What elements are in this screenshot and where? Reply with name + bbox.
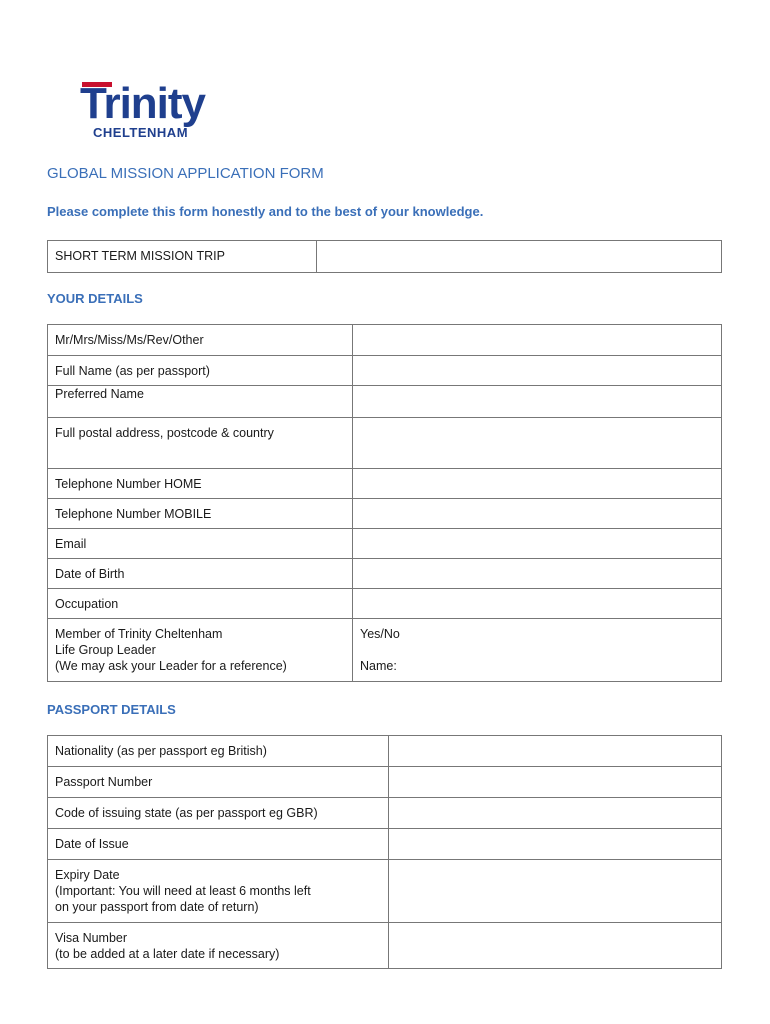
expiry-label-line: Expiry Date: [55, 868, 120, 882]
visa-label-line: (to be added at a later date if necessary): [55, 947, 280, 961]
date-of-issue-input[interactable]: [389, 829, 722, 860]
title-label: Mr/Mrs/Miss/Ms/Rev/Other: [48, 325, 353, 356]
issuing-state-input[interactable]: [389, 798, 722, 829]
your-details-heading: YOUR DETAILS: [47, 291, 143, 306]
date-of-issue-label: Date of Issue: [48, 829, 389, 860]
issuing-state-label: Code of issuing state (as per passport eg GBR): [48, 798, 389, 829]
passport-number-input[interactable]: [389, 767, 722, 798]
leader-name-text: Name:: [360, 659, 397, 673]
phone-mobile-input[interactable]: [353, 499, 722, 529]
trip-table: [47, 240, 722, 273]
nationality-input[interactable]: [389, 736, 722, 767]
nationality-label: Nationality (as per passport eg British): [48, 736, 389, 767]
member-label-line: (We may ask your Leader for a reference): [55, 659, 287, 673]
visa-number-label: [48, 923, 389, 969]
member-label: [48, 619, 353, 682]
member-label-line: Member of Trinity Cheltenham: [55, 627, 223, 641]
email-label: Email: [48, 529, 353, 559]
email-input[interactable]: [353, 529, 722, 559]
title-input[interactable]: [353, 325, 722, 356]
trinity-cheltenham-logo: [80, 79, 220, 144]
form-intro: Please complete this form honestly and to the best of your knowledge.: [47, 204, 484, 219]
logo-subtitle: CHELTENHAM: [93, 125, 189, 140]
passport-number-label: Passport Number: [48, 767, 389, 798]
phone-home-input[interactable]: [353, 469, 722, 499]
phone-home-label: Telephone Number HOME: [48, 469, 353, 499]
expiry-label-line: (Important: You will need at least 6 months left: [55, 884, 311, 898]
preferred-name-input[interactable]: [353, 386, 722, 418]
logo-wordmark: Trinity: [80, 79, 206, 128]
occupation-input[interactable]: [353, 589, 722, 619]
expiry-label-line: on your passport from date of return): [55, 900, 259, 914]
yes-no-text: Yes/No: [360, 627, 400, 641]
passport-table: [47, 735, 722, 969]
expiry-date-input[interactable]: [389, 860, 722, 923]
occupation-label: Occupation: [48, 589, 353, 619]
preferred-name-label: Preferred Name: [48, 386, 353, 418]
address-input[interactable]: [353, 418, 722, 469]
form-title: GLOBAL MISSION APPLICATION FORM: [47, 165, 324, 182]
dob-label: Date of Birth: [48, 559, 353, 589]
address-label: Full postal address, postcode & country: [48, 418, 353, 469]
full-name-input[interactable]: [353, 356, 722, 386]
member-label-line: Life Group Leader: [55, 643, 156, 657]
phone-mobile-label: Telephone Number MOBILE: [48, 499, 353, 529]
member-input[interactable]: [353, 619, 722, 682]
visa-number-input[interactable]: [389, 923, 722, 969]
dob-input[interactable]: [353, 559, 722, 589]
visa-label-line: Visa Number: [55, 931, 128, 945]
trip-label: SHORT TERM MISSION TRIP: [48, 241, 317, 273]
your-details-table: [47, 324, 722, 682]
trip-input[interactable]: [317, 241, 722, 273]
full-name-label: Full Name (as per passport): [48, 356, 353, 386]
expiry-date-label: [48, 860, 389, 923]
passport-details-heading: PASSPORT DETAILS: [47, 702, 176, 717]
